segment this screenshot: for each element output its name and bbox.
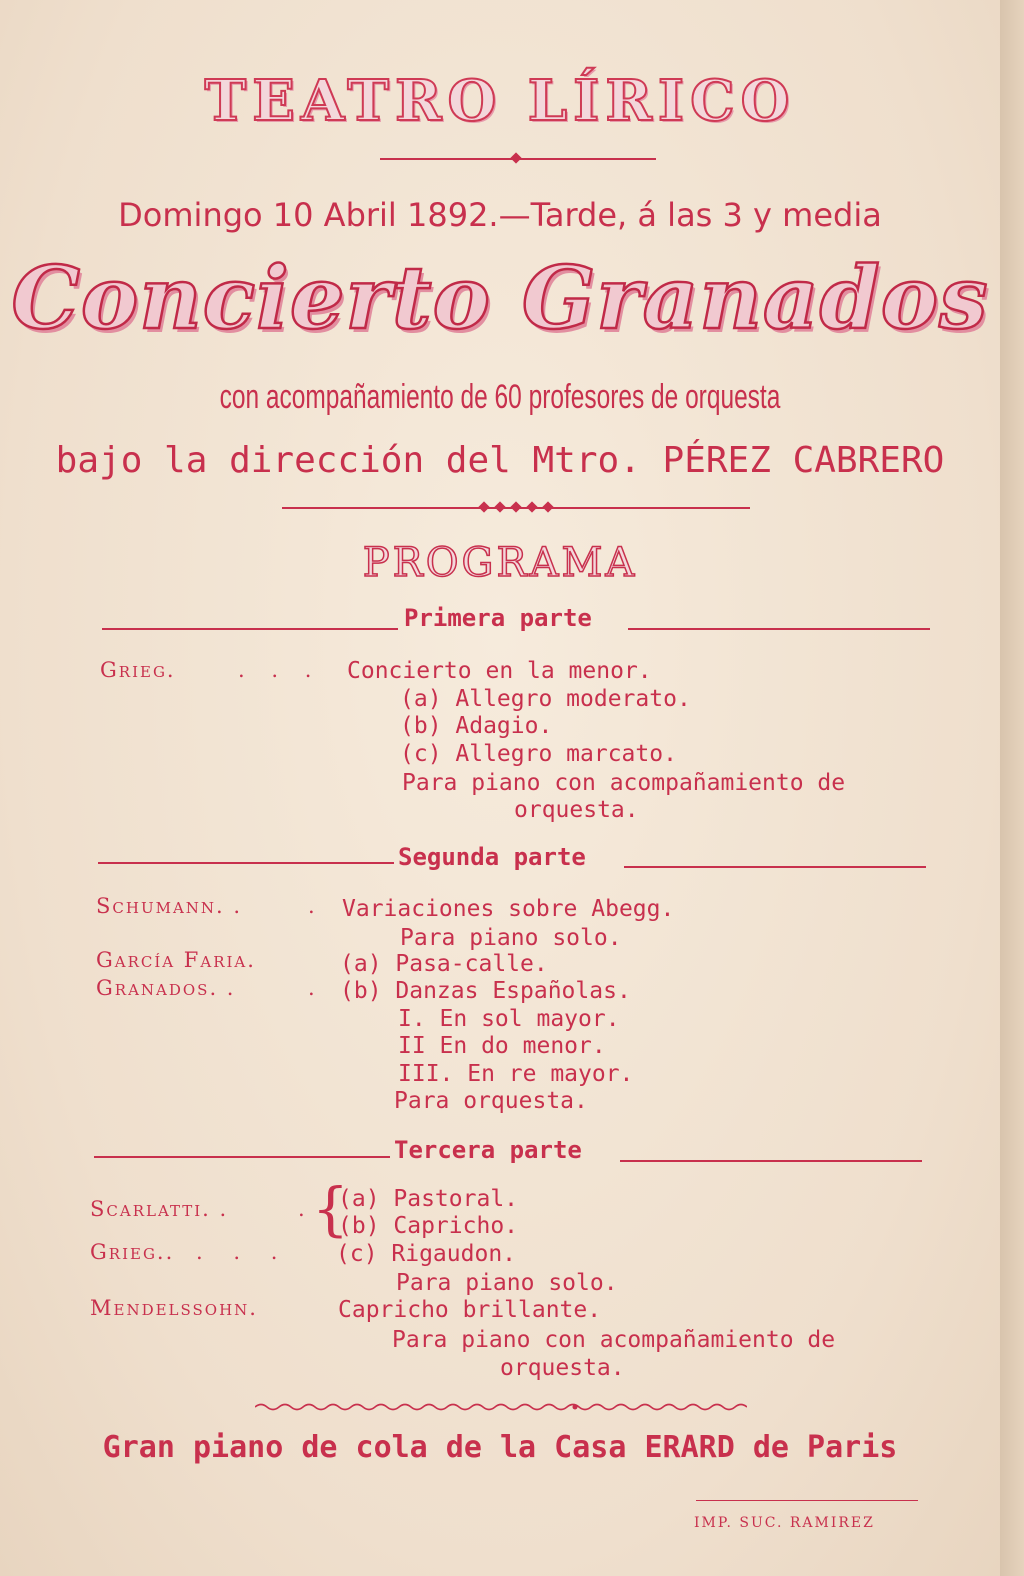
- piece-line: (b) Capricho.: [338, 1213, 519, 1239]
- wavy-divider: [255, 1400, 747, 1414]
- composer-name: García Faria.: [96, 948, 256, 972]
- piece-line: orquesta.: [500, 1355, 625, 1381]
- part-rule: [102, 628, 398, 630]
- piece-line: Variaciones sobre Abegg.: [342, 896, 675, 922]
- part-rule: [624, 866, 926, 868]
- program-heading: PROGRAMA: [362, 540, 638, 586]
- accompaniment-note: con acompañamiento de 60 profesores de orquesta: [219, 378, 781, 416]
- piece-line: Concierto en la menor.: [347, 658, 652, 684]
- piece-line: Para orquesta.: [394, 1088, 588, 1114]
- composer-name: Granados. .: [96, 976, 236, 1000]
- printer-rule: [696, 1500, 918, 1501]
- composer-name: Schumann. .: [96, 894, 243, 918]
- date-time: Domingo 10 Abril 1892.—Tarde, á las 3 y media: [118, 196, 882, 234]
- composer-name: Scarlatti. .: [90, 1197, 229, 1221]
- piece-line: I. En sol mayor.: [398, 1006, 620, 1032]
- printer-credit: IMP. SUC. RAMIREZ: [694, 1515, 875, 1531]
- piece-line: III. En re mayor.: [398, 1061, 634, 1087]
- piece-line: Capricho brillante.: [338, 1297, 602, 1323]
- piece-line: (c) Allegro marcato.: [400, 741, 677, 767]
- composer-name: Grieg.: [100, 658, 176, 682]
- piece-line: (a) Allegro moderato.: [400, 686, 691, 712]
- brace-icon: {: [312, 1175, 349, 1243]
- piece-line: (c) Rigaudon.: [336, 1241, 517, 1267]
- leader-dots: . . .: [238, 658, 322, 682]
- leader-dots: .: [308, 976, 317, 1000]
- leader-dots: .: [308, 894, 317, 918]
- piece-line: Para piano solo.: [396, 1270, 618, 1296]
- piece-line: (b) Danzas Españolas.: [340, 978, 631, 1004]
- paper-edge: [1000, 0, 1024, 1576]
- part-rule: [628, 628, 930, 630]
- piece-line: Para piano con acompañamiento de: [402, 770, 846, 796]
- piece-line: (a) Pastoral.: [338, 1186, 519, 1212]
- part-title: Tercera parte: [394, 1136, 582, 1164]
- part-title: Primera parte: [404, 604, 592, 632]
- piece-line: (b) Adagio.: [400, 713, 553, 739]
- piece-line: II En do menor.: [398, 1033, 606, 1059]
- part-title: Segunda parte: [398, 843, 586, 871]
- composer-name: Mendelssohn.: [90, 1296, 258, 1320]
- leader-dots: . . .: [196, 1240, 290, 1264]
- piece-line: orquesta.: [514, 797, 639, 823]
- composer-name: Grieg..: [90, 1240, 175, 1264]
- piece-line: Para piano con acompañamiento de: [392, 1327, 836, 1353]
- conductor-line: bajo la dirección del Mtro. PÉREZ CABRERO: [55, 440, 945, 481]
- concert-title: Concierto Granados: [11, 248, 989, 349]
- part-rule: [620, 1160, 922, 1162]
- piece-line: Para piano solo.: [400, 925, 622, 951]
- piece-line: (a) Pasa-calle.: [340, 951, 548, 977]
- leader-dots: .: [298, 1197, 307, 1221]
- part-rule: [94, 1156, 390, 1158]
- theatre-name: TEATRO LÍRICO: [204, 68, 796, 134]
- part-rule: [98, 862, 394, 864]
- piano-note: Gran piano de cola de la Casa ERARD de Paris: [102, 1430, 898, 1465]
